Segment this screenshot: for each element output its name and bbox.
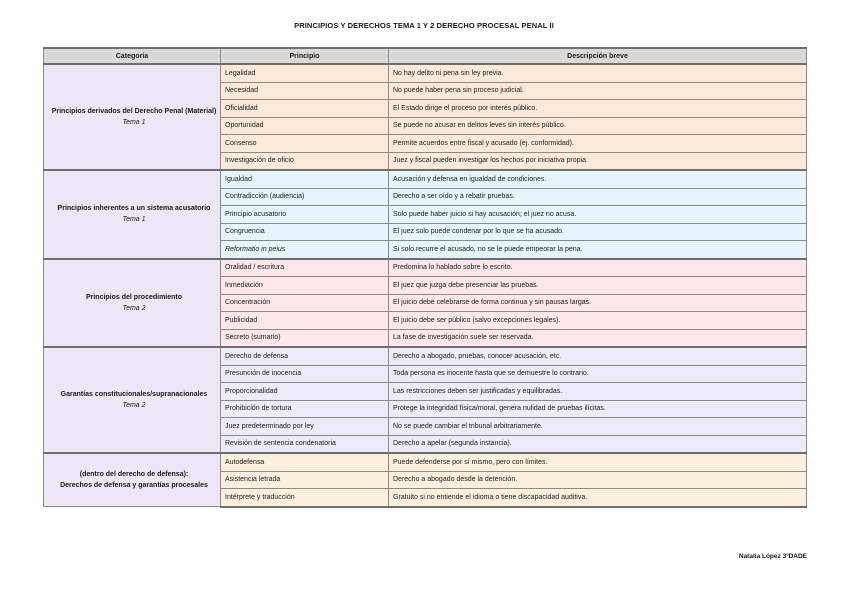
table-row — [44, 64, 807, 82]
principle-cell: Autodefensa — [221, 453, 389, 471]
principle-cell: Consenso — [221, 135, 389, 153]
category-tema: Tema 2 — [122, 402, 146, 409]
principle-cell: Oficialidad — [221, 100, 389, 118]
document-title: PRINCIPIOS Y DERECHOS TEMA 1 Y 2 DERECHO PROCESAL PENAL II — [294, 21, 554, 30]
category-sublabel: Derechos de defensa y garantías procesales — [60, 482, 208, 489]
description-cell: Derecho a abogado desde la detención. — [389, 471, 807, 489]
description-cell: Toda persona es inocente hasta que se demuestre lo contrario. — [389, 365, 807, 383]
category-cell — [44, 453, 221, 507]
principle-cell: Necesidad — [221, 82, 389, 100]
principle-cell: Igualdad — [221, 170, 389, 188]
description-cell: El juez solo puede condenar por lo que se ha acusado. — [389, 223, 807, 241]
category-label: Principios derivados del Derecho Penal (Material) — [51, 108, 217, 115]
description-cell: El juez que juzga debe presenciar las pruebas. — [389, 277, 807, 295]
category-tema: Tema 2 — [122, 304, 146, 312]
description-cell: El juicio debe ser público (salvo excepciones legales). — [389, 312, 807, 330]
description-cell: Gratuito si no entiende el idioma o tiene discapacidad auditiva. — [389, 489, 807, 507]
principle-cell: Proporcionalidad — [221, 383, 389, 401]
principle-cell: Oralidad / escritura — [221, 259, 389, 277]
category-cell — [44, 347, 221, 453]
category-label: Principios inherentes a un sistema acusatorio — [57, 205, 211, 213]
description-cell: No hay delito ni pena sin ley previa. — [389, 64, 807, 82]
category-label: (dentro del derecho de defensa): — [79, 471, 189, 478]
principle-cell: Prohibición de tortura — [221, 400, 389, 418]
category-cell — [44, 259, 221, 348]
description-cell: Se puede no acusar en delitos leves sin interés público. — [389, 117, 807, 135]
category-tema: Tema 1 — [122, 216, 146, 224]
principles-table — [43, 47, 807, 508]
principle-cell: Congruencia — [221, 223, 389, 241]
principle-cell: Contradicción (audiencia) — [221, 188, 389, 206]
description-cell: Permite acuerdos entre fiscal y acusado (ej. conformidad). — [389, 135, 807, 153]
description-cell: Las restricciones deben ser justificadas y equilibradas. — [389, 383, 807, 401]
principle-cell: Investigación de oficio — [221, 152, 389, 170]
description-cell: No puede haber pena sin proceso judicial. — [389, 82, 807, 100]
principle-cell: Principio acusatorio — [221, 206, 389, 224]
description-cell: Puede defenderse por sí mismo, pero con límites. — [389, 453, 807, 471]
principle-cell: Reformatio in peius — [221, 241, 389, 259]
header-description: Descripción breve — [389, 48, 807, 64]
principle-cell: Derecho de defensa — [221, 347, 389, 365]
principle-cell: Secreto (sumario) — [221, 329, 389, 347]
principle-cell: Presunción de inocencia — [221, 365, 389, 383]
principle-cell: Publicidad — [221, 312, 389, 330]
table-row — [44, 259, 807, 277]
category-cell — [44, 170, 221, 259]
description-cell: La fase de investigación suele ser reservada. — [389, 329, 807, 347]
description-cell: Derecho a ser oído y a rebatir pruebas. — [389, 188, 807, 206]
description-cell: El juicio debe celebrarse de forma continua y sin pausas largas. — [389, 294, 807, 312]
description-cell: Juez y fiscal pueden investigar los hechos por iniciativa propia. — [389, 152, 807, 170]
description-cell: Derecho a abogado, pruebas, conocer acusación, etc. — [389, 347, 807, 365]
principle-cell: Concentración — [221, 294, 389, 312]
description-cell: Derecho a apelar (segunda instancia). — [389, 435, 807, 453]
table-row — [44, 347, 807, 365]
principle-cell: Inmediación — [221, 277, 389, 295]
category-label: Principios del procedimiento — [85, 293, 183, 301]
principle-cell: Asistencia letrada — [221, 471, 389, 489]
table-row — [44, 170, 807, 188]
description-cell: Solo puede haber juicio si hay acusación; el juez no acusa. — [389, 206, 807, 224]
principle-cell: Intérprete y traducción — [221, 489, 389, 507]
principle-cell: Juez predeterminado por ley — [221, 418, 389, 436]
author-signature: Natalia López 3ºDADE — [738, 553, 807, 560]
header-category: Categoría — [44, 48, 221, 64]
principle-cell: Revisión de sentencia condenatoria — [221, 435, 389, 453]
description-cell: El Estado dirige el proceso por interés público. — [389, 100, 807, 118]
description-cell: Acusación y defensa en igualdad de condiciones. — [389, 170, 807, 188]
table-row — [44, 453, 807, 471]
header-principle: Principio — [221, 48, 389, 64]
principle-cell: Legalidad — [221, 64, 389, 82]
description-cell: Protege la integridad física/moral, genera nulidad de pruebas ilícitas. — [389, 400, 807, 418]
category-cell — [44, 64, 221, 170]
category-tema: Tema 1 — [122, 119, 146, 126]
description-cell: Si solo recurre el acusado, no se le puede empeorar la pena. — [389, 241, 807, 259]
principle-cell: Oportunidad — [221, 117, 389, 135]
description-cell: Predomina lo hablado sobre lo escrito. — [389, 259, 807, 277]
description-cell: No se puede cambiar el tribunal arbitrariamente. — [389, 418, 807, 436]
category-label: Garantías constitucionales/supranacionales — [60, 391, 208, 398]
table-header-row — [44, 48, 807, 64]
